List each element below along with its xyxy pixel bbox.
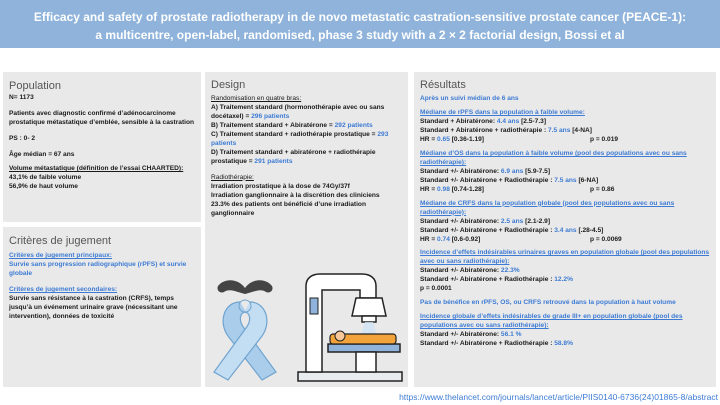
population-panel: [3, 72, 201, 222]
results-urinary-p: p = 0.0001: [420, 285, 452, 293]
population-patients: Patients avec diagnostic confirmé d’adénocarcinome prostatique métastatique d’emblée, sensible à la castration: [9, 110, 195, 127]
design-arm-a-count: 296 patients: [251, 113, 290, 121]
results-rpfs-line-1: Standard + Abiratérone: 4.4 ans [2.5-7.3]: [420, 118, 547, 126]
title-banner: [0, 0, 720, 48]
design-rand-heading: Randomisation en quatre bras:: [211, 95, 302, 103]
design-rt-line-2: Irradiation ganglionnaire à la discrétion des cliniciens: [211, 191, 380, 199]
population-age: Âge médian = 67 ans: [9, 151, 75, 158]
criteria-secondary-heading: Critères de jugement secondaires:: [9, 286, 118, 294]
results-crfs-line-2: Standard +/- Abiratérone + Radiothérapie : 3.4 ans [.28-4.5]: [420, 226, 604, 234]
criteria-title: Critères de jugement: [9, 235, 112, 247]
radiotherapy-machine-icon: [298, 274, 402, 381]
results-rpfs-line-2: Standard + Abiratérone + radiothérapie : 7.5 ans [4-NA]: [420, 127, 592, 135]
results-title: Résultats: [420, 79, 466, 91]
title-line-1: Efficacy and safety of prostate radiotherapy in de novo metastatic castration-sensitive prostate cancer (PEACE-1):: [33, 10, 687, 24]
design-arm-c-count: 293 patients: [211, 131, 389, 147]
results-panel: [414, 72, 716, 387]
awareness-ribbon-icon: [214, 300, 276, 380]
results-urinary-line-1: Standard +/- Abiratérone: 22.3%: [420, 267, 520, 275]
results-urinary-heading: Incidence d’effets indésirables urinaires graves en population globale (pool des populations avec ou sans radiothérapie):: [420, 249, 710, 266]
population-title: Population: [9, 80, 61, 92]
title-line-2: a multicentre, open-label, randomised, phase 3 study with a 2 × 2 factorial design, Bossi et al: [95, 28, 625, 42]
design-rt-heading: Radiothérapie:: [211, 173, 254, 181]
design-arm-b-count: 292 patients: [334, 122, 373, 130]
results-grade3-line-1: Standard +/- Abiratérone: 56.1 %: [420, 331, 522, 339]
results-os-heading: Médiane d’OS dans la population à faible volume (pool des populations avec ou sans radiothérapie):: [420, 149, 687, 166]
design-arm-c: C) Traitement standard + radiothérapie prostatique = 293 patients: [211, 131, 389, 147]
results-rpfs-hr: HR = 0.65 [0.36-1.19] p = 0.019: [420, 136, 619, 143]
results-crfs-heading: Médiane de CRFS dans la population globale (pool des populations avec ou sans radiothérapie):: [420, 199, 675, 216]
results-crfs-line-1: Standard +/- Abiratérone: 2.5 ans [2.1-2.9]: [420, 217, 551, 225]
design-rt-line-1: Irradiation prostatique à la dose de 74Gy/37f: [211, 182, 350, 190]
results-intro: Après un suivi médian de 6 ans: [420, 95, 519, 103]
illustration: [210, 268, 406, 386]
results-grade3-line-2: Standard +/- Abiratérone + Radiothérapie : 58.8%: [420, 340, 573, 348]
results-high-volume-note: Pas de bénéfice en rPFS, OS, ou CRFS retrouvé dans la population à haut volume: [420, 299, 676, 307]
criteria-panel: [3, 227, 201, 387]
mustache-icon: [217, 280, 272, 294]
design-arm-a: A) Traitement standard (hormonothérapie avec ou sans docétaxel) = 296 patients: [211, 104, 385, 121]
design-arm-d: D) Traitement standard + abiratérone + radiothérapie prostatique = 291 patients: [211, 148, 376, 165]
population-volume-low: 43,1% de faible volume: [9, 173, 82, 181]
results-os-line-1: Standard +/- Abiratérone: 6.9 ans [5.9-7.5]: [420, 167, 551, 175]
design-arm-d-count: 291 patients: [254, 157, 293, 165]
design-title: Design: [211, 79, 246, 91]
criteria-primary-text: Survie sans progression radiographique (rPFS) et survie globale: [9, 261, 187, 278]
results-os-line-2: Standard +/- Abiratérone + Radiothérapie : 7.5 ans [6-NA]: [420, 176, 599, 184]
criteria-secondary-text: Survie sans résistance à la castration (CRFS), temps jusqu’à un événement urinaire grave (nécessitant une intervention), données de toxicité: [9, 295, 178, 320]
design-rt-line-3: 23.3% des patients ont bénéficié d’une irradiation ganglionnaire: [211, 200, 366, 217]
results-crfs-hr: HR = 0.74 [0.6-0.92] p = 0.0069: [420, 235, 622, 243]
results-os-hr: HR = 0.98 [0.74-1.28] p = 0.86: [420, 185, 615, 193]
population-volume-heading: Volume métastatique (définition de l’essai CHAARTED):: [9, 164, 184, 172]
results-urinary-line-2: Standard +/- Abiratérone + Radiothérapie : 12.2%: [420, 276, 573, 284]
population-volume-high: 56,9% de haut volume: [9, 182, 78, 190]
population-ps: PS : 0- 2: [9, 135, 36, 143]
results-rpfs-heading: Médiane de rPFS dans la population à faible volume:: [420, 109, 585, 117]
source-link[interactable]: https://www.thelancet.com/journals/lancet/article/PIIS0140-6736(24)01865-8/abstract: [399, 392, 718, 402]
criteria-primary-heading: Critères de jugement principaux:: [9, 252, 112, 260]
design-arm-b: B) Traitement standard + Abiratérone = 292 patients: [211, 122, 373, 130]
population-n: N= 1173: [9, 94, 34, 102]
results-grade3-heading: Incidence globale d’effets indésirables de grade III+ en population globale (pool des populations avec ou sans radiothérapie):: [420, 313, 683, 330]
